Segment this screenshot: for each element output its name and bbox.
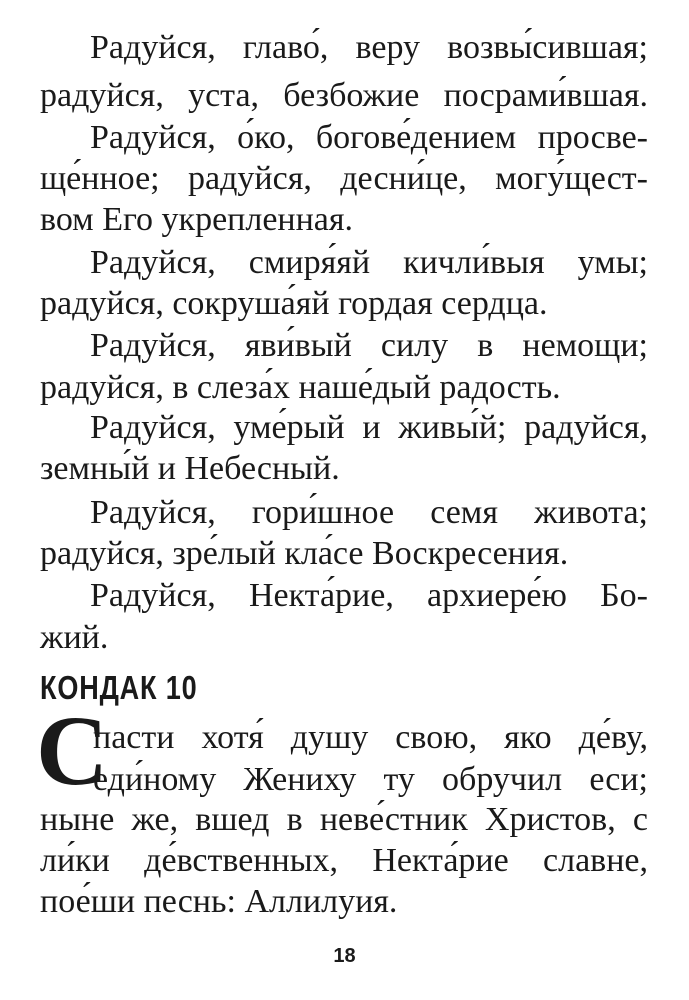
stanza-7-line-1: Радуйся, Некта́рие, архиере́ю Бо- (90, 577, 648, 614)
stanza-4-line-2: радуйся, в слеза́х наше́дый радость. (40, 369, 561, 406)
stanza-3-line-2: радуйся, сокруша́яй гордая сердца. (40, 285, 548, 322)
stanza-5-line-2: земны́й и Небесный. (40, 450, 340, 487)
stanza-7-line-2: жий. (40, 619, 109, 656)
stanza-6-line-2: радуйся, зре́лый кла́се Воскресения. (40, 535, 569, 572)
kontakion-heading: КОНДАК 10 (40, 669, 198, 706)
stanza-3-line-1: Радуйся, смиря́яй кичли́выя умы; (90, 244, 648, 281)
stanza-2-line-2: ще́нное; радуйся, десни́це, могу́щест- (40, 160, 648, 197)
kontakion-line-5: пое́ши песнь: Аллилуия. (40, 883, 398, 920)
stanza-1-line-1: Радуйся, главо́, веру возвы́сившая; (90, 29, 648, 66)
stanza-2-line-3: вом Его укрепленная. (40, 201, 354, 238)
kontakion-line-2: еди́ному Жениху ту обручил еси; (93, 761, 648, 798)
stanza-2-line-1: Радуйся, о́ко, богове́дением просве- (90, 119, 648, 156)
drop-cap-initial: С (36, 695, 109, 806)
stanza-6-line-1: Радуйся, гори́шное семя живота; (90, 494, 648, 531)
kontakion-line-1: пасти хотя́ душу свою, яко де́ву, (93, 719, 648, 756)
stanza-4-line-1: Радуйся, яви́вый силу в немощи; (90, 327, 648, 364)
stanza-1-line-2: радуйся, уста, безбожие посрами́вшая. (40, 77, 648, 114)
kontakion-line-4: ли́ки де́вственных, Некта́рие славне, (40, 842, 648, 879)
kontakion-line-3: ныне же, вшед в неве́стник Христов, с (40, 801, 648, 838)
stanza-5-line-1: Радуйся, уме́рый и живы́й; радуйся, (90, 409, 648, 446)
page-number: 18 (333, 945, 356, 967)
